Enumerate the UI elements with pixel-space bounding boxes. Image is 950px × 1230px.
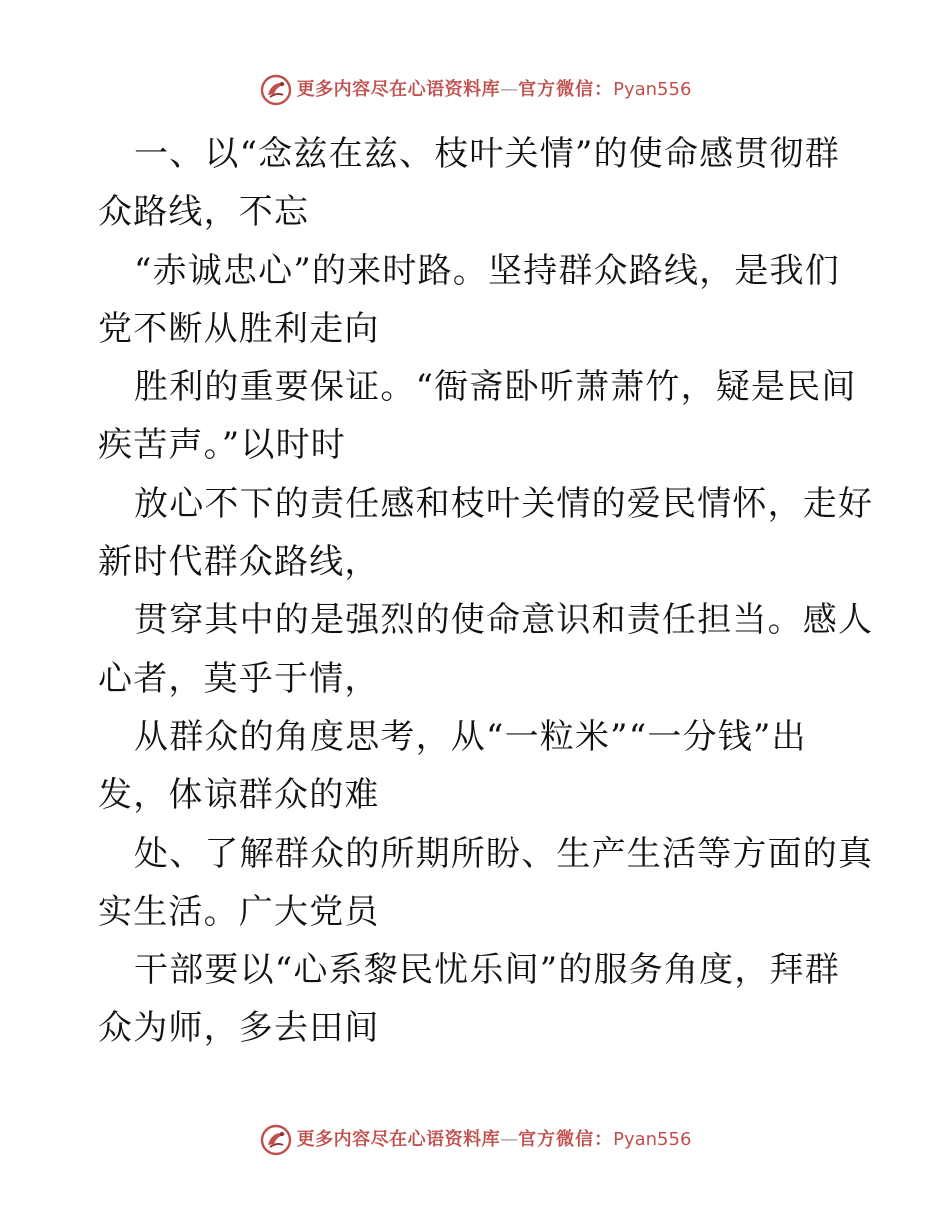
text-line: 党不断从胜利走向 bbox=[98, 308, 380, 349]
header-dash: — bbox=[500, 79, 519, 100]
header-wechat-label: 官方微信： bbox=[518, 79, 614, 100]
text-line: 干部要以“心系黎民忧乐间”的服务角度，拜群 bbox=[134, 950, 840, 991]
text-line: 贯穿其中的是强烈的使命意识和责任担当。感人 bbox=[134, 600, 874, 641]
header-wechat-account: Pyan556 bbox=[613, 79, 692, 100]
text-line: 放心不下的责任感和枝叶关情的爱民情怀，走好 bbox=[134, 483, 874, 524]
text-line: 实生活。广大党员 bbox=[98, 891, 380, 932]
body-paragraph bbox=[98, 125, 874, 1058]
text-line: 新时代群众路线， bbox=[98, 542, 380, 583]
text-line: 胜利的重要保证。“衙斋卧听萧萧竹，疑是民间 bbox=[134, 367, 857, 408]
text-line: 疾苦声。”以时时 bbox=[98, 425, 346, 466]
header-banner bbox=[0, 70, 950, 110]
footer-dash: — bbox=[500, 1129, 519, 1150]
text-line: “赤诚忠心”的来时路。坚持群众路线，是我们 bbox=[134, 250, 840, 291]
footer-site-name: 更多内容尽在心语资料库 bbox=[296, 1129, 501, 1150]
red-swirl-logo-icon bbox=[259, 73, 293, 107]
footer-wechat-label: 官方微信： bbox=[518, 1129, 614, 1150]
text-line: 众路线，不忘 bbox=[98, 192, 310, 233]
footer-wechat-account: Pyan556 bbox=[613, 1129, 692, 1150]
red-swirl-logo-icon bbox=[259, 1123, 293, 1157]
text-line: 发，体谅群众的难 bbox=[98, 775, 380, 816]
text-line: 处、了解群众的所期所盼、生产生活等方面的真 bbox=[134, 833, 874, 874]
header-site-name: 更多内容尽在心语资料库 bbox=[296, 79, 501, 100]
footer-banner bbox=[0, 1120, 950, 1160]
text-line: 一、以“念兹在兹、枝叶关情”的使命感贯彻群 bbox=[134, 134, 840, 174]
text-line: 从群众的角度思考，从“一粒米”“一分钱”出 bbox=[134, 716, 807, 757]
text-line: 心者，莫乎于情， bbox=[98, 658, 380, 699]
text-line: 众为师，多去田间 bbox=[98, 1008, 380, 1049]
